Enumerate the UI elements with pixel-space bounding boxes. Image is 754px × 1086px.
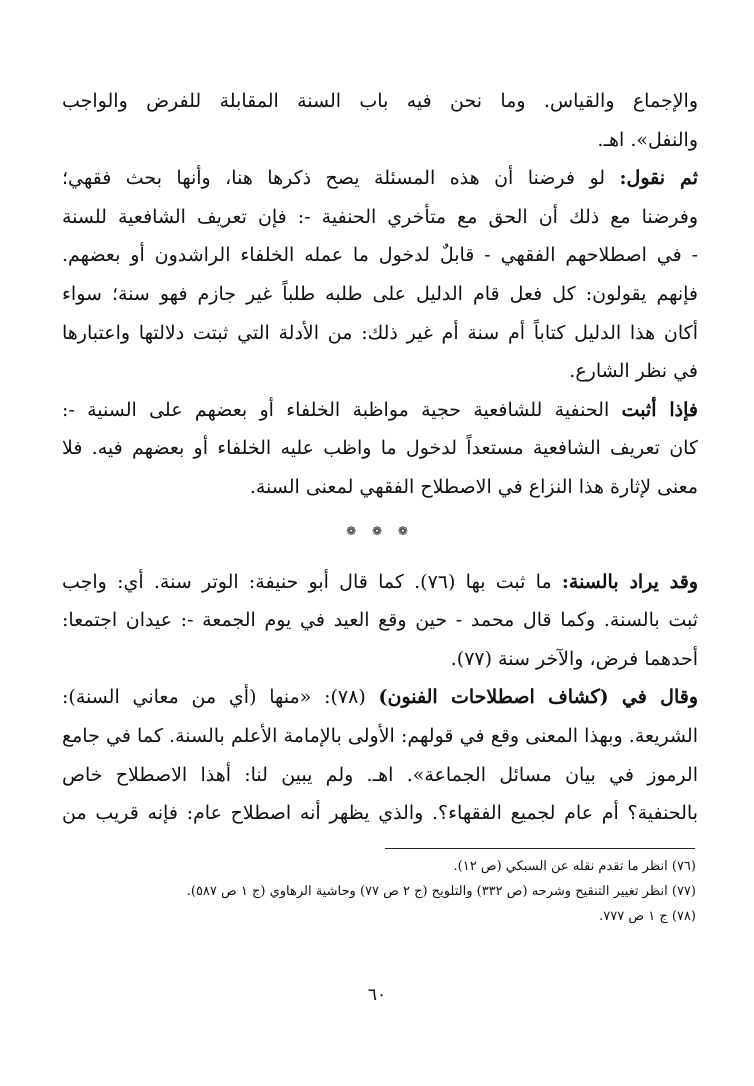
- footnote: (٧٦) انظر ما تقدم نقله عن السبكي (ص ١٢).: [453, 859, 696, 874]
- text-line: ثم نقول: لو فرضنا أن هذه المسئلة يصح ذكرها هنا، وأنها بحث فقهي؛: [62, 167, 698, 190]
- section-ornament: ❁ ❁ ❁: [346, 523, 414, 538]
- footnote-divider: [385, 848, 695, 849]
- text-line: والنفل». اهـ.: [597, 128, 698, 151]
- paragraph: [62, 678, 698, 832]
- text-line: بالحنفية؟ أم عام لجميع الفقهاء؟. والذي يظهر أنه اصطلاح عام: فإنه قريب من: [62, 802, 698, 825]
- paragraph: [62, 159, 698, 391]
- text-line: فإذا أثبت الحنفية للشافعية حجية مواظبة الخلفاء أو بعضهم على السنية -:: [62, 398, 698, 421]
- text-line: وفرضنا مع ذلك أن الحق مع متأخري الحنفية -: فإن تعريف الشافعية للسنة: [62, 205, 698, 228]
- text-line: وقد يراد بالسنة: ما ثبت بها (٧٦). كما قال أبو حنيفة: الوتر سنة. أي: واجب: [62, 570, 698, 593]
- text-line: وقال في (كشاف اصطلاحات الفنون) (٧٨): «منها (أي من معاني السنة):: [62, 686, 698, 709]
- text-line: أكان هذا الدليل كتاباً أم سنة أم غير ذلك: من الأدلة التي ثبتت دلالتها واعتبارها: [62, 321, 698, 344]
- text-line: كان تعريف الشافعية مستعداً لدخول ما واظب عليه الخلفاء أو بعضهم فيه. فلا: [62, 437, 698, 460]
- text-line: والإجماع والقياس. وما نحن فيه باب السنة المقابلة للفرض والواجب: [62, 90, 698, 112]
- page-number: ٦٠: [367, 985, 387, 1005]
- lead-phrase: فإذا أثبت: [621, 398, 698, 421]
- footnote: (٧٧) انظر تغيير التنقيح وشرحه (ص ٣٣٢) والتلويح (ج ٢ ص ٧٧) وحاشية الرهاوي (ج ١ ص ٥٨٧).: [186, 884, 696, 899]
- lead-phrase: وقال في (كشاف اصطلاحات الفنون): [378, 686, 698, 709]
- text-line: أحدهما فرض، والآخر سنة (٧٧).: [450, 647, 698, 670]
- text-line: معنى لإثارة هذا النزاع في الاصطلاح الفقهي لمعنى السنة.: [249, 475, 698, 498]
- paragraph: [62, 82, 698, 159]
- lead-phrase: وقد يراد بالسنة:: [561, 570, 698, 593]
- lead-phrase: ثم نقول:: [619, 167, 698, 190]
- text-line: في نظر الشارع.: [569, 360, 698, 383]
- text-line: ثبت بالسنة. وكما قال محمد - حين وقع العيد في يوم الجمعة -: عيدان اجتمعا:: [62, 609, 698, 632]
- footnote: (٧٨) ج ١ ص ٧٧٧.: [599, 909, 696, 924]
- paragraph: [62, 391, 698, 507]
- text-line: فإنهم يقولون: كل فعل قام الدليل على طلبه طلباً غير جازم فهو سنة؛ سواء: [62, 282, 698, 305]
- text-line: - في اصطلاحهم الفقهي - قابلٌ لدخول ما عمله الخلفاء الراشدون أو بعضهم.: [62, 244, 698, 267]
- footnotes: [62, 854, 696, 929]
- paragraph: [62, 563, 698, 679]
- text-line: الرموز في بيان مسائل الجماعة». اهـ. ولم يبين لنا: أهذا الاصطلاح خاص: [62, 763, 698, 786]
- text-line: الشريعة. وبهذا المعنى وقع في قولهم: الأولى بالإمامة الأعلم بالسنة. كما في جامع: [62, 724, 698, 747]
- main-text: [62, 82, 698, 833]
